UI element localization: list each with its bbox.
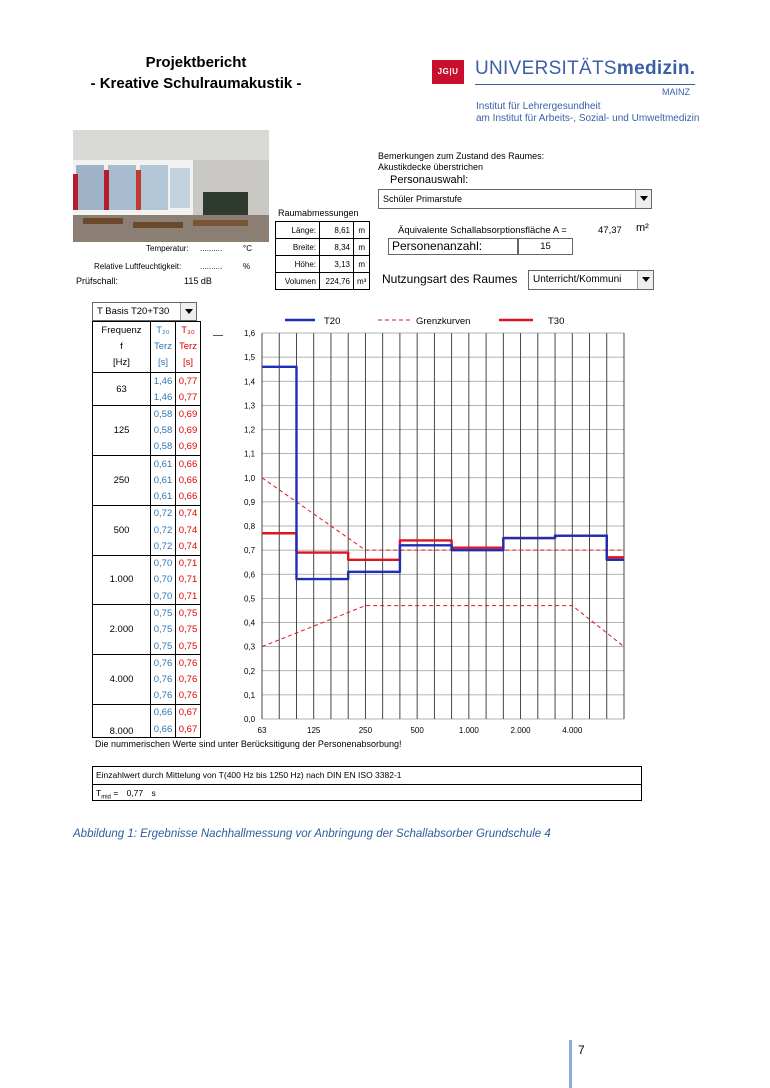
t30-cell: 0,67 [176,704,201,721]
t30-cell: 0,71 [176,588,201,605]
x-tick-label: 63 [257,726,267,735]
limit-curve-lower [262,606,624,647]
x-tick-label: 250 [358,726,373,735]
legend-label-limit: Grenzkurven [416,316,471,327]
t30-cell: 0,66 [176,472,201,489]
chevron-down-icon[interactable] [635,190,651,208]
report-title [60,52,332,94]
room-value: 8,34 [320,239,354,256]
header-t20 [151,322,176,373]
x-tick-label: 125 [307,726,321,735]
t20-cell: 0,76 [151,671,176,688]
table-row [93,373,201,390]
reverb-chart [225,312,635,742]
report-title-line2: - Kreative Schulraumakustik - [90,75,302,92]
t20-cell: 0,66 [151,704,176,721]
t30-cell: 0,75 [176,638,201,655]
logo-bold: medizin. [616,58,696,79]
test-sound-value: 115 dB [184,276,212,286]
y-tick-label: 0,8 [244,522,256,531]
y-tick-label: 0,9 [244,497,256,507]
t20-cell: 1,46 [151,373,176,390]
x-tick-label: 4.000 [562,726,583,735]
room-unit: m [354,256,370,273]
report-title-line1: Projektbericht [145,54,247,71]
header-frequency-line1: Frequenz [101,325,142,336]
remarks-line1: Bemerkungen zum Zustand des Raumes: [378,151,545,161]
header-t30-line3: [s] [182,357,194,368]
room-dimensions-table [275,221,370,290]
tmid-value: 0,77 [126,788,144,798]
absorption-area-unit: m² [636,222,649,234]
t30-cell: 0,74 [176,522,201,539]
t30-cell: 0,69 [176,406,201,423]
y-tick-label: 1,2 [244,425,256,435]
header-frequency-line2: f [120,341,123,352]
humidity-unit: % [243,262,251,271]
y-tick-label: 0,1 [244,690,256,700]
absorption-area-label: Äquivalente Schallabsorptionsfläche A = [398,225,567,236]
t30-cell: 0,66 [176,455,201,472]
page-number-bar [569,1040,572,1088]
room-usage-value: Unterricht/Kommuni [533,274,622,285]
temperature-unit: °C [243,244,252,253]
room-usage-select[interactable] [528,270,654,290]
room-row [276,256,370,273]
logo-city: MAINZ [662,87,690,97]
basis-select-value: T Basis T20+T30 [97,306,170,317]
y-tick-label: 0,3 [244,642,256,652]
person-count-value[interactable]: 15 [518,238,573,255]
table-body [93,373,201,738]
header-t30-line2: Terz [179,341,197,352]
t30-cell: 0,66 [176,489,201,506]
y-tick-label: 1,4 [244,377,256,387]
table-row [93,605,201,622]
room-row [276,273,370,290]
room-value: 224,76 [320,273,354,290]
room-unit: m [354,222,370,239]
t20-cell: 0,75 [151,605,176,622]
y-tick-label: 0,6 [244,570,256,580]
remarks-line2: Akustikdecke überstrichen [378,162,484,172]
t20-cell: 0,72 [151,522,176,539]
room-value: 3,13 [320,256,354,273]
t20-cell: 1,46 [151,389,176,406]
t20-cell: 0,61 [151,489,176,506]
t20-cell: 0,75 [151,621,176,638]
t20-cell: 0,58 [151,439,176,456]
room-unit: m³ [354,273,370,290]
table-row [93,455,201,472]
room-label: Länge: [276,222,320,239]
t30-cell: 0,71 [176,572,201,589]
institute-name [476,101,699,125]
header-t20-line3: [s] [157,357,169,368]
person-count-label: Personenanzahl: [388,238,518,255]
logo-divider [475,84,695,85]
t30-cell: 0,75 [176,605,201,622]
page-number: 7 [578,1043,585,1057]
figure-caption: Abbildung 1: Ergebnisse Nachhallmessung vor Anbringung der Schallabsorber Grundschule 4 [73,828,551,840]
table-row [93,555,201,572]
tmid-equals: = [113,788,119,798]
t30-cell: 0,77 [176,389,201,406]
institute-line2: am Institut für Arbeits-, Sozial- und Umweltmedizin [476,113,700,124]
table-row [93,655,201,672]
t30-cell: 0,74 [176,505,201,522]
room-unit: m [354,239,370,256]
person-select-value: Schüler Primarstufe [383,194,463,204]
temperature-dots: .......... [200,244,223,253]
frequency-cell: 4.000 [93,655,151,705]
t20-cell: 0,70 [151,572,176,589]
y-tick-label: 1,6 [244,329,256,338]
single-value-description: Einzahlwert durch Mittelung von T(400 Hz bis 1250 Hz) nach DIN EN ISO 3382-1 [96,770,402,780]
frequency-cell: 125 [93,406,151,456]
room-label: Breite: [276,239,320,256]
t30-cell: 0,76 [176,688,201,705]
logo-prefix: UNIVERSITÄTS [475,58,617,79]
humidity-label: Relative Luftfeuchtigkeit: [94,262,182,271]
room-row [276,222,370,239]
header-frequency-line3: [Hz] [113,357,130,368]
frequency-cell: 8.000 [93,704,151,737]
t30-cell: 0,76 [176,671,201,688]
t30-cell: 0,69 [176,439,201,456]
numeric-note: Die nummerischen Werte sind unter Berücksitigung der Personenabsorbung! [95,739,402,749]
person-selection-label: Personauswahl: [390,174,469,186]
humidity-dots: .......... [200,262,223,271]
t30-cell: 0,71 [176,555,201,572]
t20-cell: 0,70 [151,588,176,605]
frequency-cell: 250 [93,455,151,505]
t30-cell: 0,75 [176,621,201,638]
frequency-cell: 1.000 [93,555,151,605]
t20-cell: 0,58 [151,406,176,423]
t30-cell: 0,67 [176,721,201,738]
tmid-subscript: mid [101,794,111,801]
room-label: Höhe: [276,256,320,273]
room-dimensions-heading: Raumabmessungen [278,208,359,218]
chevron-down-icon[interactable] [180,303,196,320]
header-t20-line2: Terz [154,341,172,352]
x-tick-label: 500 [410,726,424,735]
y-tick-label: 0,5 [244,594,256,604]
t20-cell: 0,66 [151,721,176,738]
y-tick-label: 0,4 [244,618,256,628]
limit-curve-upper [262,478,624,550]
table-row [93,505,201,522]
tmid-row [96,788,156,801]
x-tick-label: 1.000 [458,726,479,735]
t20-cell: 0,70 [151,555,176,572]
absorption-area-value: 47,37 [598,225,622,236]
t20-cell: 0,72 [151,538,176,555]
header-t30-line1: T₃₀ [181,325,195,336]
t30-cell: 0,74 [176,538,201,555]
frequency-cell: 500 [93,505,151,555]
series-line-t30 [262,533,624,560]
reverb-data-table [92,321,201,738]
header-t30 [176,322,201,373]
t20-cell: 0,61 [151,455,176,472]
single-value-box [92,766,642,801]
chevron-down-icon[interactable] [637,271,653,289]
dash-mark: — [213,330,223,341]
y-tick-label: 0,0 [244,715,256,724]
box-divider [93,784,641,785]
frequency-cell: 63 [93,373,151,406]
legend-label-t30: T30 [548,316,565,327]
basis-select[interactable] [92,302,197,321]
university-logo-text [475,58,695,80]
institute-line1: Institut für Lehrergesundheit [476,101,601,112]
t20-cell: 0,76 [151,688,176,705]
table-row [93,704,201,721]
t20-cell: 0,76 [151,655,176,672]
y-tick-label: 1,3 [244,401,256,411]
header-t20-line1: T₂₀ [156,325,170,336]
series-line-t20 [262,367,624,579]
room-label: Volumen [276,273,320,290]
t30-cell: 0,76 [176,655,201,672]
t20-cell: 0,58 [151,422,176,439]
t30-cell: 0,69 [176,422,201,439]
room-row [276,239,370,256]
table-header-row [93,322,201,373]
y-tick-label: 0,2 [244,666,256,676]
t30-cell: 0,77 [176,373,201,390]
temperature-label: Temperatur: [146,244,189,253]
university-logo-mark: JG|U [432,60,464,84]
person-select[interactable] [378,189,652,209]
tmid-label: T [96,788,102,798]
y-tick-label: 0,7 [244,546,256,556]
classroom-photo [73,130,269,242]
x-tick-label: 2.000 [510,726,531,735]
room-value: 8,61 [320,222,354,239]
t20-cell: 0,61 [151,472,176,489]
tmid-unit: s [151,788,156,798]
room-usage-label: Nutzungsart des Raumes [382,272,518,286]
legend-label-t20: T20 [324,316,341,327]
header-frequency [93,322,151,373]
t20-cell: 0,75 [151,638,176,655]
t20-cell: 0,72 [151,505,176,522]
table-row [93,406,201,423]
test-sound-label: Prüfschall: [76,276,119,286]
y-tick-label: 1,5 [244,353,256,363]
y-tick-label: 1,0 [244,473,256,483]
y-tick-label: 1,1 [244,449,256,459]
frequency-cell: 2.000 [93,605,151,655]
